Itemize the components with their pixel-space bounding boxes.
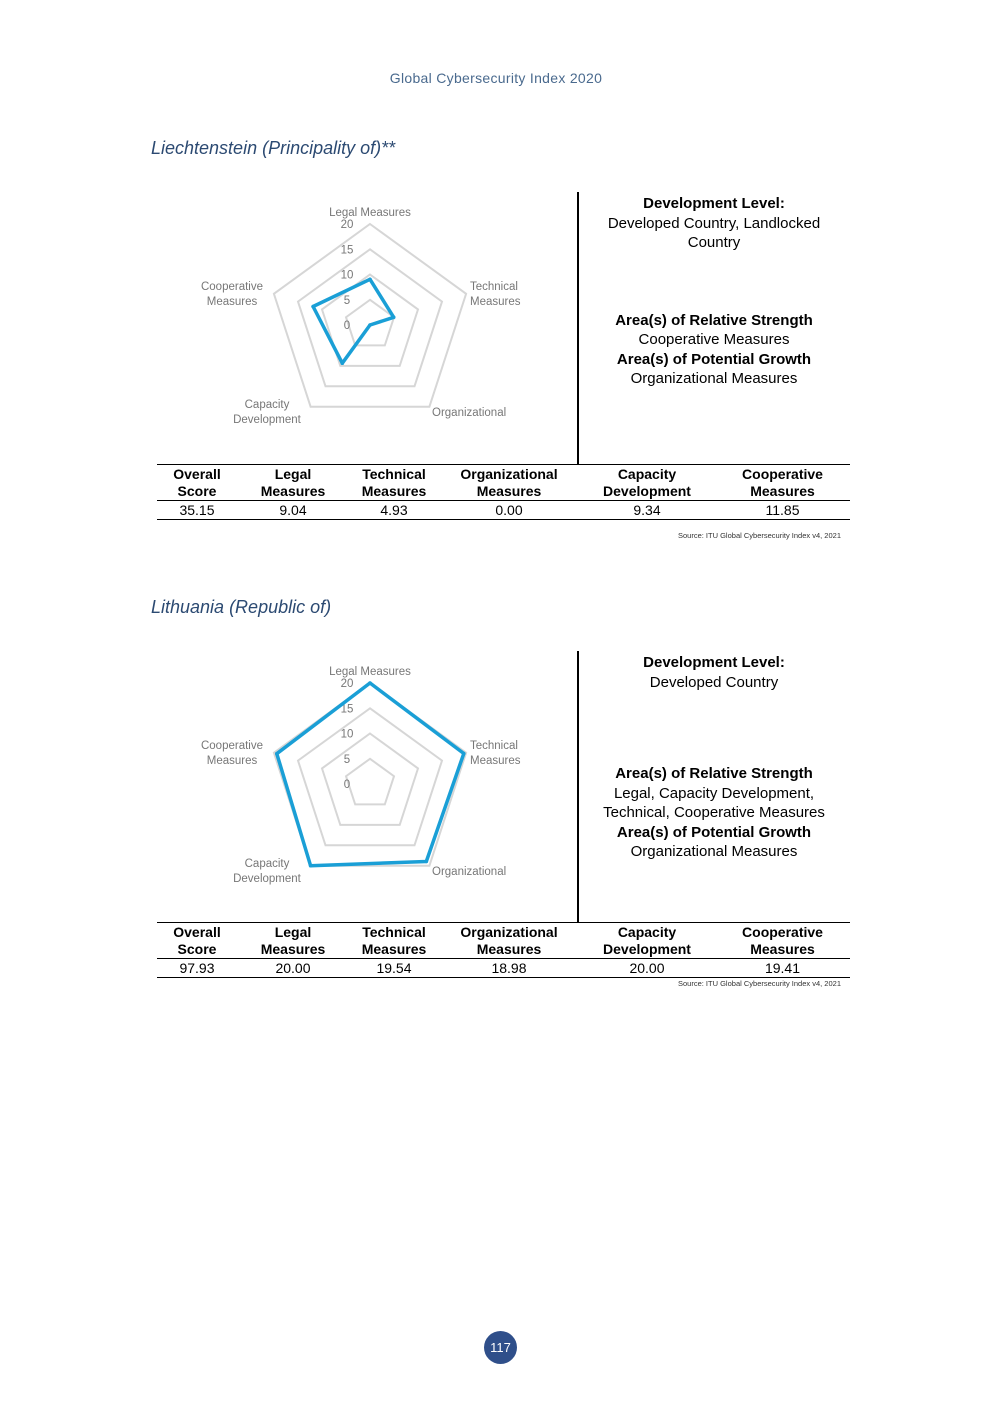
potential-growth-label: Area(s) of Potential Growth: [616, 350, 812, 368]
data-series-line: [277, 683, 464, 866]
tick-label: 10: [340, 269, 354, 282]
score-capacity: 9.34: [579, 501, 715, 520]
info-panel-liechtenstein: [584, 194, 844, 389]
header-capacity-development: Capacity Development: [579, 465, 715, 501]
running-header: Global Cybersecurity Index 2020: [389, 70, 603, 86]
table-row: [157, 501, 850, 520]
header-cooperative-measures: Cooperative Measures: [715, 465, 850, 501]
axis-label-capacity: Capacity Development: [233, 858, 301, 885]
potential-growth-value: Organizational Measures: [630, 370, 798, 387]
tick-label: 5: [343, 294, 351, 307]
relative-strength-value: Legal, Capacity Development, Technical, Cooperative Measures: [603, 784, 825, 821]
data-point-legal: [368, 681, 372, 685]
axis-label-technical: Technical Measures: [470, 740, 521, 767]
data-point-technical: [462, 752, 466, 756]
score-cooperative: 19.41: [715, 959, 850, 978]
data-point-organizational: [425, 860, 429, 864]
data-point-legal: [368, 278, 372, 282]
axis-label-capacity: Capacity Development: [233, 399, 301, 426]
data-point-capacity: [341, 361, 345, 365]
score-cooperative: 11.85: [715, 501, 850, 520]
data-point-capacity: [309, 864, 313, 868]
table-header-row: [157, 923, 850, 959]
header-organizational-measures: Organizational Measures: [439, 923, 579, 959]
info-panel-lithuania: [584, 653, 844, 862]
relative-strength-label: Area(s) of Relative Strength: [615, 311, 813, 329]
score-table-lithuania: [157, 922, 850, 978]
axis-label-organizational: Organizational: [432, 407, 507, 419]
header-overall-score: Overall Score: [157, 923, 237, 959]
tick-label: 15: [340, 703, 354, 716]
table-header-row: [157, 465, 850, 501]
score-capacity: 20.00: [579, 959, 715, 978]
tick-label: 0: [343, 779, 351, 791]
axis-label-legal: Legal Measures: [329, 207, 411, 219]
score-technical: 19.54: [349, 959, 439, 978]
radar-chart-liechtenstein: [180, 196, 560, 466]
grid-ring: [343, 759, 394, 805]
header-cooperative-measures: Cooperative Measures: [715, 923, 850, 959]
data-point-organizational: [368, 323, 372, 327]
development-level-value: Developed Country, Landlocked Country: [607, 214, 821, 251]
header-legal-measures: Legal Measures: [237, 465, 349, 501]
relative-strength-value: Cooperative Measures: [638, 331, 790, 348]
axis-label-cooperative: Cooperative Measures: [200, 281, 264, 308]
tick-label: 5: [343, 753, 351, 766]
axis-label-legal: Legal Measures: [329, 666, 411, 678]
score-legal: 9.04: [237, 501, 349, 520]
data-point-cooperative: [311, 305, 315, 309]
tick-label: 10: [340, 728, 354, 741]
radar-svg: [180, 655, 560, 925]
score-overall: 97.93: [157, 959, 237, 978]
development-level-label: Development Level:: [643, 195, 785, 212]
score-organizational: 18.98: [439, 959, 579, 978]
score-legal: 20.00: [237, 959, 349, 978]
radar-chart-lithuania: [180, 655, 560, 925]
axis-label-cooperative: Cooperative Measures: [200, 740, 264, 767]
header-capacity-development: Capacity Development: [579, 923, 715, 959]
score-technical: 4.93: [349, 501, 439, 520]
score-organizational: 0.00: [439, 501, 579, 520]
source-note: Source: ITU Global Cybersecurity Index v4, 2021: [678, 979, 841, 988]
score-overall: 35.15: [157, 501, 237, 520]
header-organizational-measures: Organizational Measures: [439, 465, 579, 501]
divider-line: [577, 651, 579, 923]
table-row: [157, 959, 850, 978]
divider-line: [577, 192, 579, 464]
data-point-technical: [392, 316, 396, 320]
tick-label: 20: [340, 219, 354, 231]
tick-label: 20: [340, 678, 354, 690]
development-level-value: Developed Country: [649, 673, 779, 691]
axis-label-technical: Technical Measures: [470, 281, 521, 308]
header-technical-measures: Technical Measures: [349, 465, 439, 501]
grid-ring: [322, 734, 418, 825]
relative-strength-label: Area(s) of Relative Strength: [615, 765, 813, 782]
country-title-liechtenstein: Liechtenstein (Principality of)**: [151, 138, 396, 158]
potential-growth-label: Area(s) of Potential Growth: [616, 823, 812, 841]
score-table-liechtenstein: [157, 464, 850, 520]
tick-label: 15: [340, 244, 354, 257]
header-overall-score: Overall Score: [157, 465, 237, 501]
tick-label: 0: [343, 320, 351, 332]
radar-svg: [180, 196, 560, 466]
header-legal-measures: Legal Measures: [237, 923, 349, 959]
development-level-label: Development Level:: [643, 654, 785, 671]
header-technical-measures: Technical Measures: [349, 923, 439, 959]
data-point-cooperative: [275, 752, 279, 756]
country-title-lithuania: Lithuania (Republic of): [151, 597, 332, 617]
axis-label-organizational: Organizational: [432, 866, 507, 878]
source-note: Source: ITU Global Cybersecurity Index v4, 2021: [678, 531, 841, 540]
potential-growth-value: Organizational Measures: [630, 843, 798, 860]
page-number-badge: 117: [484, 1331, 517, 1364]
